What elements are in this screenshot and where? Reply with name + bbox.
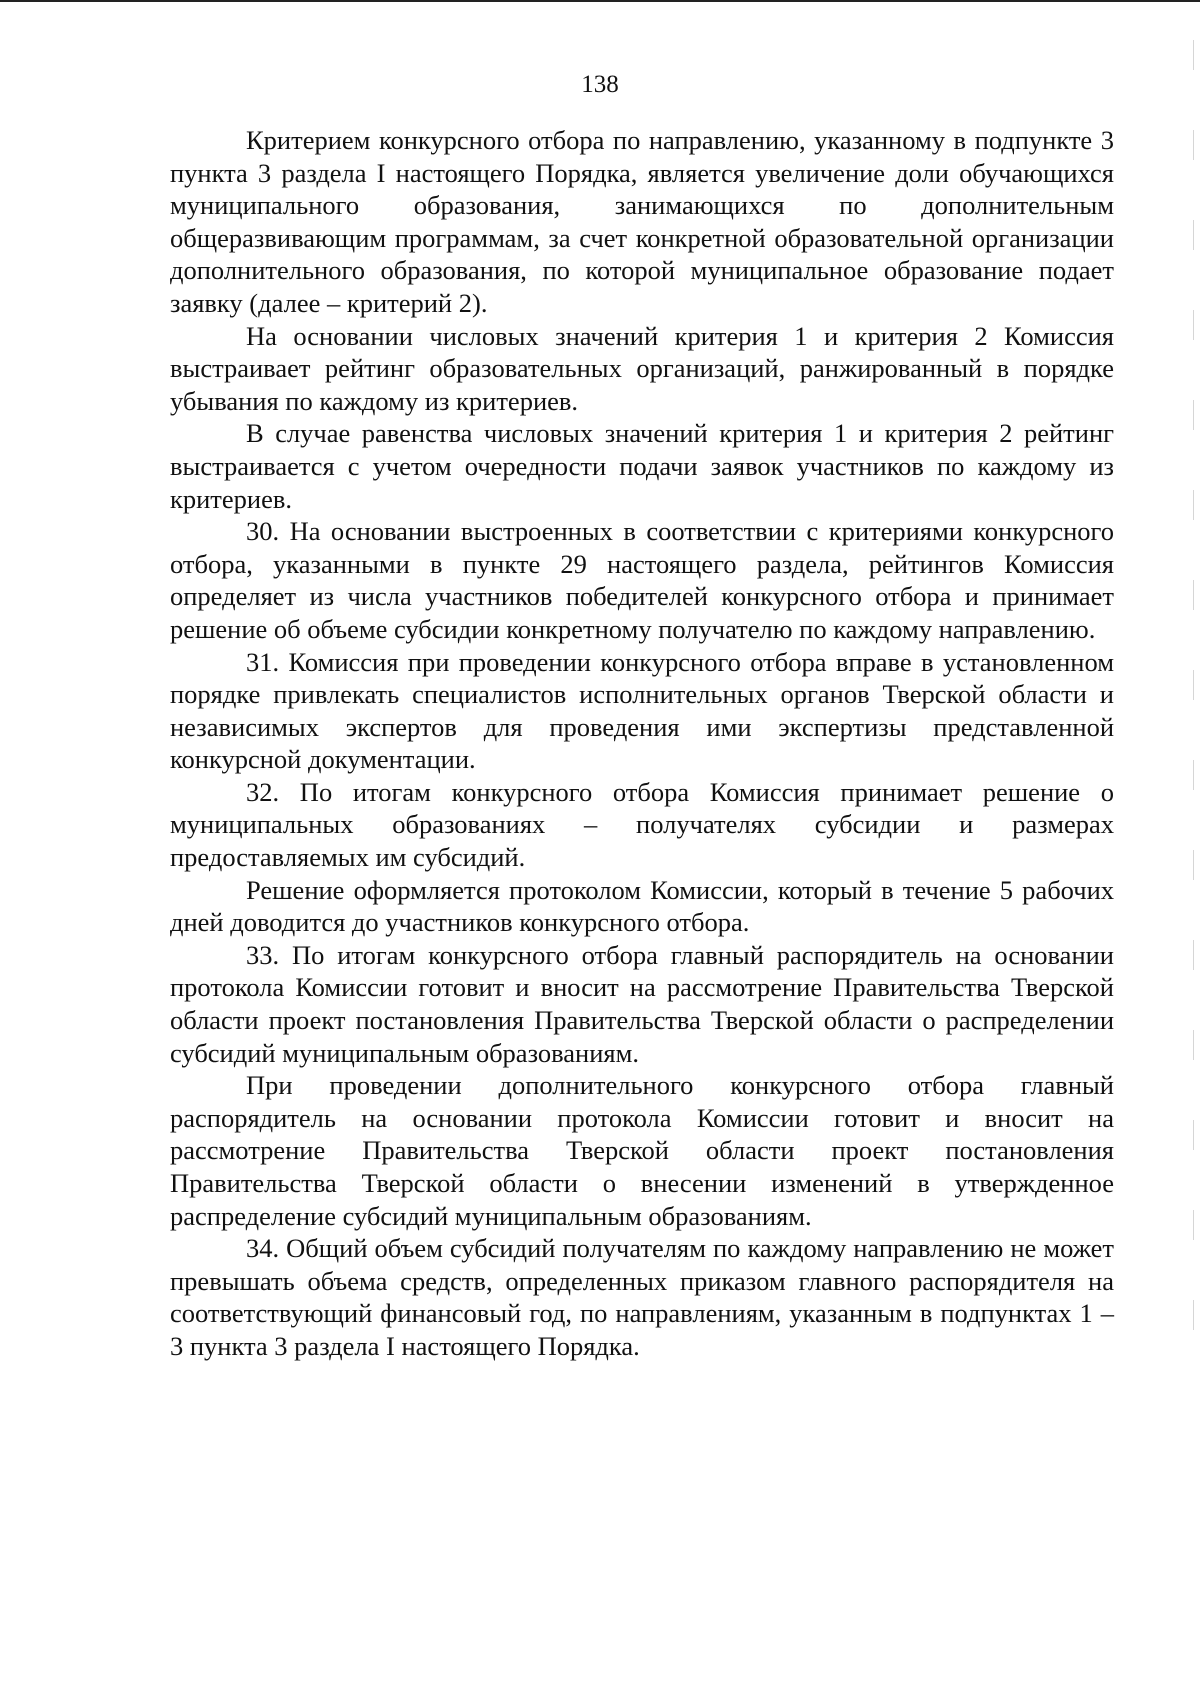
paragraph-decision: Решение оформляется протоколом Комиссии, который в течение 5 рабочих дней доводится до участников конкурсного отбора. (170, 874, 1114, 938)
page-number: 138 (581, 71, 619, 98)
scan-top-edge (0, 0, 1200, 2)
scan-right-edge (1193, 40, 1194, 1340)
paragraph-item-30: 30. На основании выстроенных в соответствии с критериями конкурсного отбора, указанными в пункте 29 настоящего раздела, рейтингов Комиссия определяет из числа участников победителей конкурсного отбора и принимает решение об объеме субсидии конкретному получателю по каждому направлению. (170, 516, 1114, 644)
paragraph-item-34: 34. Общий объем субсидий получателям по каждому направлению не может превышать объема средств, определенных приказом главного распорядителя на соответствующий финансовый год, по направлениям, указанным в подпунктах 1 – 3 пункта 3 раздела I настоящего Порядка. (170, 1233, 1114, 1361)
paragraph-item-32: 32. По итогам конкурсного отбора Комиссия принимает решение о муниципальных образованиях – получателях субсидии и размерах предоставляемых им субсидий. (170, 776, 1114, 873)
paragraph-rating: На основании числовых значений критерия 1 и критерия 2 Комиссия выстраивает рейтинг образовательных организаций, ранжированный в порядке убывания по каждому из критериев. (170, 320, 1114, 416)
paragraph-item-33: 33. По итогам конкурсного отбора главный распорядитель на основании протокола Комиссии готовит и вносит на рассмотрение Правительства Тверской области проект постановления Правительства Тверской области о распределении субсидий муниципальным образованиям. (170, 939, 1114, 1068)
document-body (170, 124, 1114, 1363)
paragraph-item-31: 31. Комиссия при проведении конкурсного отбора вправе в установленном порядке привлекать специалистов исполнительных органов Тверской области и независимых экспертов для проведения ими экспертизы представленной конкурсной документации. (170, 646, 1114, 775)
paragraph-criterion-2: Критерием конкурсного отбора по направлению, указанному в подпункте 3 пункта 3 раздела I настоящего Порядка, является увеличение доли обучающихся муниципального образования, занимающихся по дополнительным общеразвивающим программам, за счет конкретной образовательной организации дополнительного образования, по которой муниципальное образование подает заявку (далее – критерий 2). (170, 125, 1114, 318)
paragraph-additional-selection: При проведении дополнительного конкурсного отбора главный распорядитель на основании протокола Комиссии готовит и вносит на рассмотрение Правительства Тверской области проект постановления Правительства Тверской области о внесении изменений в утвержденное распределение субсидий муниципальным образованиям. (170, 1070, 1114, 1231)
paragraph-equal-values: В случае равенства числовых значений критерия 1 и критерия 2 рейтинг выстраивается с учетом очередности подачи заявок участников по каждому из критериев. (170, 418, 1114, 514)
